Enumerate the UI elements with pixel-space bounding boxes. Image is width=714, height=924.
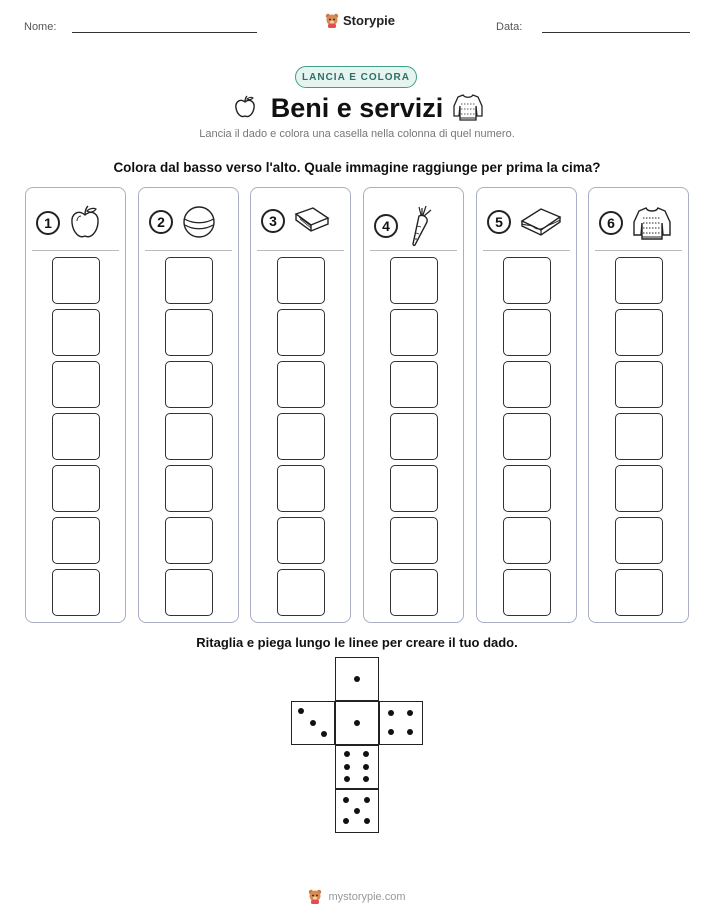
color-box[interactable]	[52, 361, 100, 408]
date-line[interactable]	[542, 32, 690, 33]
color-box[interactable]	[52, 465, 100, 512]
dice-column-6	[588, 187, 689, 623]
color-box[interactable]	[390, 361, 438, 408]
color-box[interactable]	[165, 309, 213, 356]
column-header	[149, 204, 217, 240]
color-box[interactable]	[615, 257, 663, 304]
dice-pip	[363, 776, 369, 782]
color-box[interactable]	[52, 413, 100, 460]
column-header	[599, 204, 673, 242]
column-divider	[483, 250, 570, 251]
date-label: Data:	[496, 21, 523, 33]
color-box[interactable]	[390, 569, 438, 616]
column-number: 4	[374, 214, 398, 238]
activity-badge: LANCIA E COLORA	[295, 66, 417, 88]
dice-pip	[344, 751, 350, 757]
color-box[interactable]	[277, 465, 325, 512]
dice-pip	[388, 729, 394, 735]
sweater-icon	[452, 92, 484, 122]
column-divider	[257, 250, 344, 251]
color-box[interactable]	[390, 309, 438, 356]
color-box[interactable]	[615, 361, 663, 408]
color-box[interactable]	[503, 465, 551, 512]
dice-pip	[298, 708, 304, 714]
apple-icon	[68, 204, 102, 242]
column-divider	[145, 250, 232, 251]
dice-pip	[354, 676, 360, 682]
name-line[interactable]	[72, 32, 257, 33]
dice-column-1	[25, 187, 126, 623]
color-box[interactable]	[390, 465, 438, 512]
dice-pip	[407, 729, 413, 735]
brand-logo	[325, 13, 395, 28]
color-box[interactable]	[52, 257, 100, 304]
color-box[interactable]	[52, 569, 100, 616]
dice-face	[379, 701, 423, 745]
color-box[interactable]	[503, 569, 551, 616]
dice-face	[291, 701, 335, 745]
dice-pip	[388, 710, 394, 716]
dice-pip	[321, 731, 327, 737]
column-divider	[32, 250, 119, 251]
color-box[interactable]	[503, 309, 551, 356]
column-divider	[370, 250, 457, 251]
dice-face	[335, 701, 379, 745]
color-box[interactable]	[165, 257, 213, 304]
color-box[interactable]	[277, 413, 325, 460]
bear-logo-icon	[308, 889, 322, 904]
sweater-icon	[631, 204, 673, 242]
page-subtitle: Lancia il dado e colora una casella nella colonna di quel numero.	[199, 128, 515, 140]
footer-url[interactable]: mystorypie.com	[328, 890, 406, 903]
sandwich-icon	[519, 204, 563, 240]
column-number: 6	[599, 211, 623, 235]
dice-face	[335, 745, 379, 789]
column-header	[374, 204, 436, 248]
dice-pip	[344, 764, 350, 770]
color-box[interactable]	[165, 569, 213, 616]
dice-column-2	[138, 187, 239, 623]
color-box[interactable]	[165, 361, 213, 408]
dice-pip	[364, 797, 370, 803]
color-box[interactable]	[277, 309, 325, 356]
color-box[interactable]	[277, 257, 325, 304]
column-number: 5	[487, 210, 511, 234]
dice-column-5	[476, 187, 577, 623]
dice-column-4	[363, 187, 464, 623]
color-box[interactable]	[52, 309, 100, 356]
bear-logo-icon	[325, 13, 339, 28]
color-box[interactable]	[615, 413, 663, 460]
name-label: Nome:	[24, 21, 57, 33]
color-box[interactable]	[503, 257, 551, 304]
dice-pip	[364, 818, 370, 824]
dice-face	[335, 789, 379, 833]
color-box[interactable]	[165, 517, 213, 564]
dice-pip	[354, 720, 360, 726]
color-box[interactable]	[165, 465, 213, 512]
color-box[interactable]	[52, 517, 100, 564]
column-divider	[595, 250, 682, 251]
color-box[interactable]	[277, 569, 325, 616]
page-title: Beni e servizi	[270, 93, 444, 123]
footer	[0, 889, 714, 904]
dice-pip	[310, 720, 316, 726]
column-number: 3	[261, 209, 285, 233]
dice-pip	[343, 818, 349, 824]
color-box[interactable]	[165, 413, 213, 460]
dice-pip	[363, 764, 369, 770]
color-box[interactable]	[615, 309, 663, 356]
color-box[interactable]	[503, 517, 551, 564]
color-box[interactable]	[390, 413, 438, 460]
dice-pip	[363, 751, 369, 757]
column-header	[487, 204, 563, 240]
color-box[interactable]	[503, 413, 551, 460]
color-box[interactable]	[277, 517, 325, 564]
color-box[interactable]	[615, 569, 663, 616]
dice-pip	[354, 808, 360, 814]
column-number: 2	[149, 210, 173, 234]
dice-pip	[343, 797, 349, 803]
column-header	[261, 204, 331, 238]
ball-icon	[181, 204, 217, 240]
dice-face	[335, 657, 379, 701]
cut-instructions: Ritaglia e piega lungo le linee per creare il tuo dado.	[196, 635, 518, 650]
carrot-icon	[406, 204, 436, 248]
color-box[interactable]	[503, 361, 551, 408]
column-header	[36, 204, 102, 242]
color-box[interactable]	[615, 465, 663, 512]
dice-pip	[344, 776, 350, 782]
color-box[interactable]	[615, 517, 663, 564]
brand-name: Storypie	[343, 13, 396, 28]
dice-column-3	[250, 187, 351, 623]
color-box[interactable]	[390, 517, 438, 564]
dice-pip	[407, 710, 413, 716]
book-icon	[293, 204, 331, 238]
color-box[interactable]	[277, 361, 325, 408]
coloring-instructions: Colora dal basso verso l'alto. Quale immagine raggiunge per prima la cima?	[113, 160, 601, 175]
color-box[interactable]	[390, 257, 438, 304]
column-number: 1	[36, 211, 60, 235]
